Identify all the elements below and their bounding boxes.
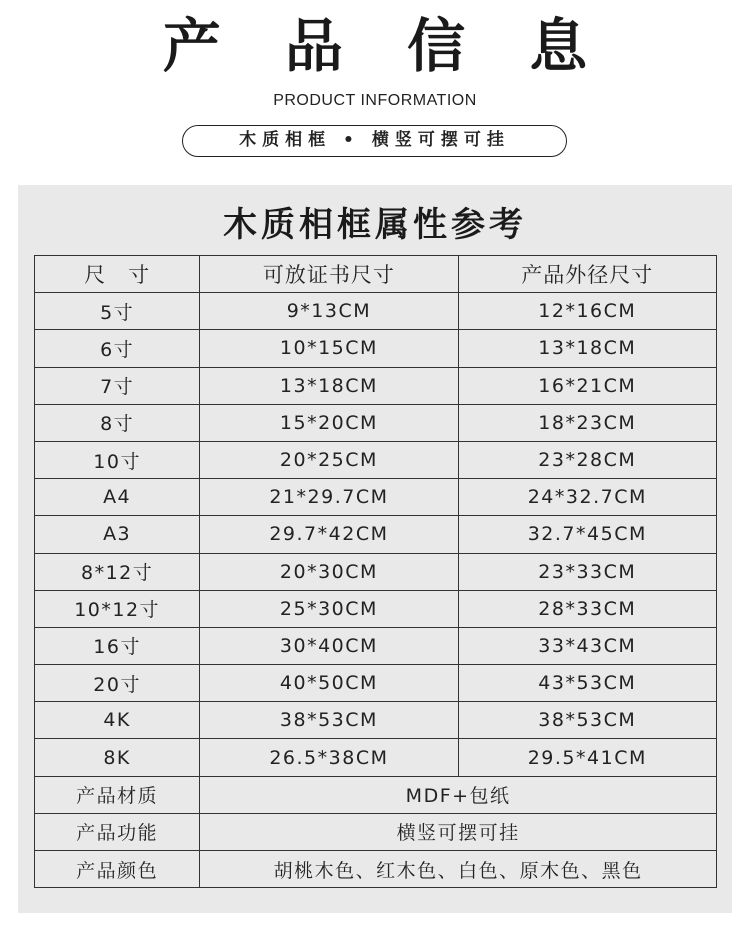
cell-size: A3	[35, 516, 200, 553]
cell-size: 8寸	[35, 404, 200, 441]
spec-label: 产品颜色	[35, 851, 200, 888]
spec-panel	[18, 185, 732, 913]
size-rows	[35, 293, 717, 776]
cell-outer-size: 24*32.7CM	[458, 479, 716, 516]
cell-size: 10寸	[35, 441, 200, 478]
cell-size: 8K	[35, 739, 200, 776]
spec-rows	[35, 776, 717, 888]
cell-outer-size: 23*33CM	[458, 553, 716, 590]
cell-outer-size: 33*43CM	[458, 627, 716, 664]
spec-table	[34, 255, 717, 888]
table-row	[35, 739, 717, 776]
cell-certificate-size: 10*15CM	[200, 330, 458, 367]
page-title: 产 品 信 息	[162, 12, 610, 80]
panel-title: 木质相框属性参考	[223, 205, 527, 245]
cell-outer-size: 18*23CM	[458, 404, 716, 441]
table-row	[35, 367, 717, 404]
cell-outer-size: 32.7*45CM	[458, 516, 716, 553]
spec-label: 产品材质	[35, 776, 200, 813]
cell-outer-size: 13*18CM	[458, 330, 716, 367]
cell-outer-size: 12*16CM	[458, 293, 716, 330]
cell-size: 16寸	[35, 627, 200, 664]
table-row	[35, 404, 717, 441]
table-row	[35, 627, 717, 664]
cell-certificate-size: 13*18CM	[200, 367, 458, 404]
cell-certificate-size: 26.5*38CM	[200, 739, 458, 776]
spec-value: 横竖可摆可挂	[200, 813, 717, 850]
spec-label: 产品功能	[35, 813, 200, 850]
spec-row	[35, 813, 717, 850]
table-row	[35, 293, 717, 330]
table-row	[35, 553, 717, 590]
header-outer-size: 产品外径尺寸	[458, 256, 716, 293]
table-row	[35, 702, 717, 739]
cell-certificate-size: 29.7*42CM	[200, 516, 458, 553]
cell-size: 7寸	[35, 367, 200, 404]
spec-value: 胡桃木色、红木色、白色、原木色、黑色	[200, 851, 717, 888]
cell-certificate-size: 15*20CM	[200, 404, 458, 441]
cell-size: 5寸	[35, 293, 200, 330]
cell-certificate-size: 40*50CM	[200, 665, 458, 702]
table-row	[35, 590, 717, 627]
cell-size: 8*12寸	[35, 553, 200, 590]
table-row	[35, 441, 717, 478]
table-header-row	[35, 256, 717, 293]
cell-outer-size: 29.5*41CM	[458, 739, 716, 776]
cell-outer-size: 23*28CM	[458, 441, 716, 478]
cell-certificate-size: 20*30CM	[200, 553, 458, 590]
cell-certificate-size: 30*40CM	[200, 627, 458, 664]
table-row	[35, 665, 717, 702]
spec-value: MDF+包纸	[200, 776, 717, 813]
table-row	[35, 516, 717, 553]
cell-certificate-size: 9*13CM	[200, 293, 458, 330]
table-row	[35, 330, 717, 367]
cell-certificate-size: 38*53CM	[200, 702, 458, 739]
cell-size: 6寸	[35, 330, 200, 367]
tagline-badge: 木质相框 • 横竖可摆可挂	[182, 125, 567, 157]
cell-size: A4	[35, 479, 200, 516]
cell-size: 4K	[35, 702, 200, 739]
cell-outer-size: 28*33CM	[458, 590, 716, 627]
cell-certificate-size: 21*29.7CM	[200, 479, 458, 516]
page-subtitle: PRODUCT INFORMATION	[273, 92, 477, 109]
spec-row	[35, 851, 717, 888]
cell-certificate-size: 25*30CM	[200, 590, 458, 627]
cell-outer-size: 43*53CM	[458, 665, 716, 702]
table-row	[35, 479, 717, 516]
cell-outer-size: 38*53CM	[458, 702, 716, 739]
cell-certificate-size: 20*25CM	[200, 441, 458, 478]
spec-row	[35, 776, 717, 813]
cell-size: 10*12寸	[35, 590, 200, 627]
cell-size: 20寸	[35, 665, 200, 702]
header-certificate-size: 可放证书尺寸	[200, 256, 458, 293]
header-size: 尺 寸	[35, 256, 200, 293]
cell-outer-size: 16*21CM	[458, 367, 716, 404]
